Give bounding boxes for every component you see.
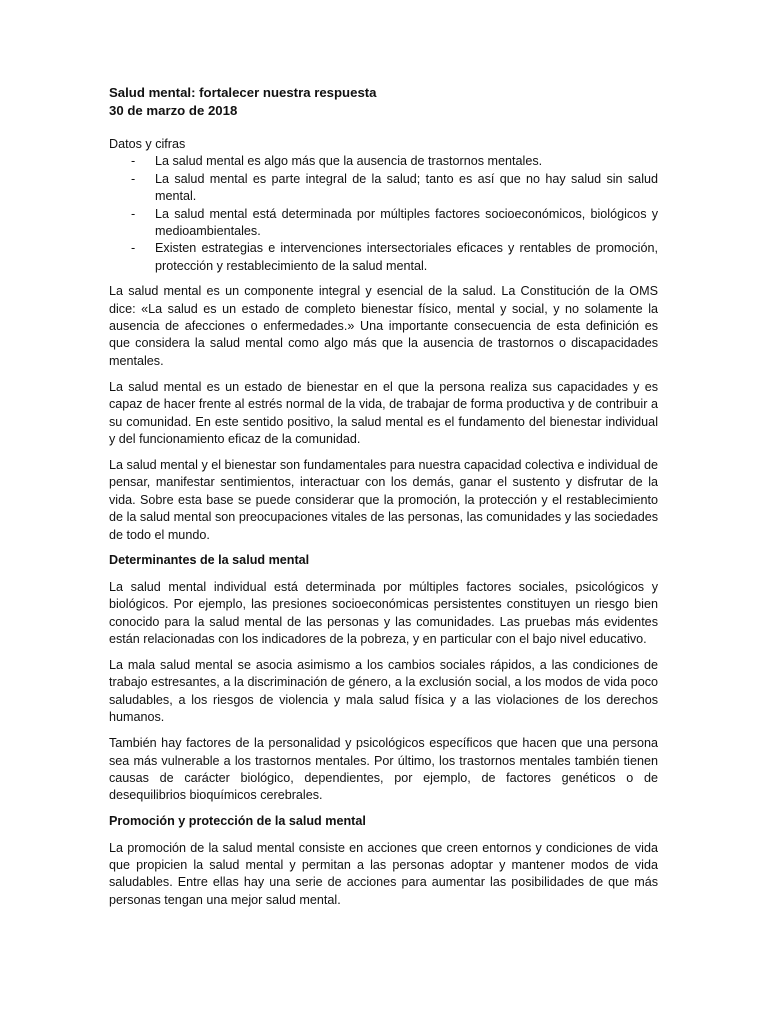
bullet-dash: - (131, 241, 136, 256)
fact-item (109, 240, 658, 275)
document-title: Salud mental: fortalecer nuestra respuesta (109, 85, 377, 100)
intro-paragraph: La salud mental y el bienestar son fundamentales para nuestra capacidad colectiva e individual de pensar, manifestar sentimientos, interactuar con los demás, ganar el sustento y disfrutar de la vida. Sobre esta base se puede considerar que la promoción, la protección y el restablecimiento de la salud mental son preocupaciones vitales de las personas, las comunidades y las sociedades de todo el mundo. (109, 457, 658, 542)
determinants-paragraph: También hay factores de la personalidad y psicológicos específicos que hacen que una persona sea más vulnerable a los trastornos mentales. Por último, los trastornos mentales también tienen causas de carácter biológico, dependientes, por ejemplo, de factores genéticos o de desequilibrios bioquímicos cerebrales. (109, 736, 658, 803)
fact-item (109, 206, 658, 241)
facts-list (109, 153, 658, 275)
intro-paragraph: La salud mental es un componente integral y esencial de la salud. La Constitución de la OMS dice: «La salud es un estado de completo bienestar físico, mental y social, y no solamente la ausencia de afecciones o enfermedades.» Una importante consecuencia de esta definición es que considera la salud mental como algo más que la ausencia de trastornos o discapacidades mentales. (109, 284, 658, 368)
fact-item (109, 153, 658, 170)
intro-paragraph: La salud mental es un estado de bienestar en el que la persona realiza sus capacidades y es capaz de hacer frente al estrés normal de la vida, de trabajar de forma productiva y de contribuir a su comunidad. En este sentido positivo, la salud mental es el fundamento del bienestar individual y del funcionamiento eficaz de la comunidad. (109, 379, 658, 446)
fact-text: La salud mental está determinada por múltiples factores socioeconómicos, biológicos y medioambientales. (155, 206, 658, 239)
section-heading-promotion: Promoción y protección de la salud mental (109, 814, 366, 829)
fact-text: La salud mental es parte integral de la salud; tanto es así que no hay salud sin salud mental. (155, 171, 658, 204)
fact-item (109, 171, 658, 206)
determinants-paragraph: La salud mental individual está determinada por múltiples factores sociales, psicológicos y biológicos. Por ejemplo, las presiones socioeconómicas persistentes constituyen un riesgo bien conocido para la salud mental de las personas y las comunidades. Las pruebas más evidentes están relacionadas con los indicadores de la pobreza, y en particular con el bajo nivel educativo. (109, 579, 658, 647)
bullet-dash: - (131, 154, 136, 169)
fact-text: Existen estrategias e intervenciones intersectoriales eficaces y rentables de promoción, protección y restablecimiento de la salud mental. (155, 241, 658, 273)
promotion-paragraph: La promoción de la salud mental consiste en acciones que creen entornos y condiciones de vida que propicien la salud mental y permitan a las personas adoptar y mantener modos de vida saludables. Entre ellas hay una serie de acciones para aumentar las posibilidades de que más personas tengan una mejor salud mental. (109, 840, 658, 907)
facts-heading: Datos y cifras (109, 137, 186, 151)
section-heading-determinants: Determinantes de la salud mental (109, 553, 310, 568)
fact-text: La salud mental es algo más que la ausencia de trastornos mentales. (155, 154, 543, 169)
determinants-paragraph: La mala salud mental se asocia asimismo a los cambios sociales rápidos, a las condiciones de trabajo estresantes, a la discriminación de género, a la exclusión social, a los modos de vida poco saludables, a los riesgos de violencia y mala salud física y a las violaciones de los derechos humanos. (109, 657, 658, 725)
bullet-dash: - (131, 206, 136, 221)
document-date: 30 de marzo de 2018 (109, 103, 238, 118)
bullet-dash: - (131, 171, 136, 186)
